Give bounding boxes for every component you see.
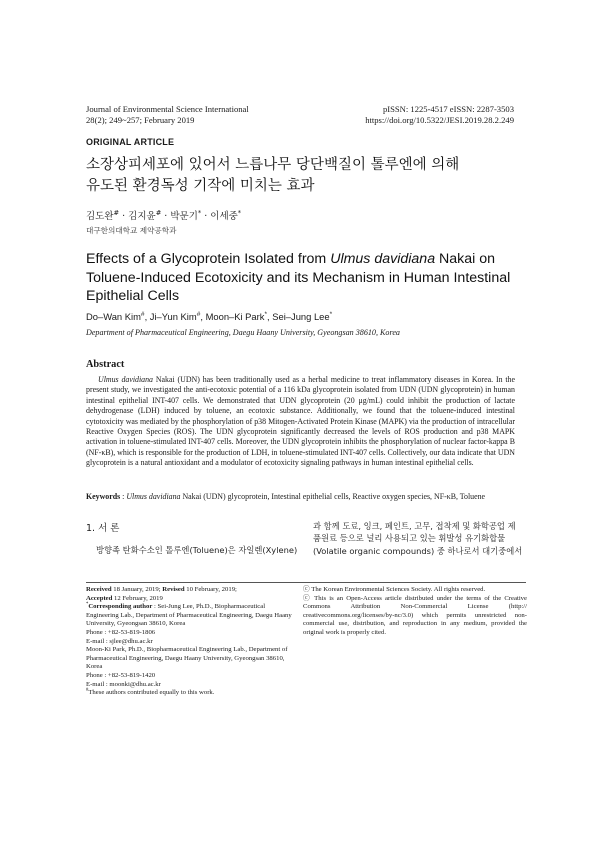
author: 김도완# · (86, 208, 129, 222)
license-text: ⓒ This is an Open-Access article distributed under the terms of the Creative Commons Attribution Non-Commercial License (http:// creativecommons.org/licenses/by-nc/3.0) which permits unrestricted non-commercial use, distribution, and reproduction in any medium, provided the original work is properly cited. (303, 594, 527, 636)
abstract-body: Ulmus davidiana Nakai (UDN) has been traditionally used as a herbal medicine to treat inflammatory diseases in Korea. In the present study, we investigated the anti-ecotoxic potential of a 116 kDa glycoprotein isolated from UDN (UDN glycoprotein) in human intestinal epithelial INT-407 cells. We demonstrated that UDN glycoprotein (20 μg/mL) could inhibit the production of lactate dehydrogenase (LDH) induced by toluene, an ecotoxic substance. Additionally, we found that the toluene-induced intestinal cytotoxicity was mediated by the phosphorylation of p38 Mitogen-Activated Protein Kinase (MAPK) via the production of intracellular Reactive Oxygen Species (ROS). The UDN glycoprotein significantly decreased the levels of ROS production and p38 MAPK activation in toluene-stimulated INT-407 cells. Moreover, the UDN glycoprotein inhibits the phosphorylation of nuclear factor-kappa B (NF-κB), which is responsible for the production of LDH, in toluene-stimulated INT-407 cells. Collectively, our data indicate that UDN glycoprotein is a natural antioxidant and a modulator of ecotoxicity signaling pathways in human intestinal epithelial cells. (86, 375, 515, 468)
article-type: ORIGINAL ARTICLE (86, 137, 175, 147)
journal-ids (365, 104, 514, 126)
korean-title-line-2: 유도된 환경독성 기작에 미치는 효과 (86, 178, 315, 194)
english-title: Effects of a Glycoprotein Isolated from Ulmus davidiana Nakai on Toluene-Induced Ecotoxicity and its Mechanism in Human Intestinal Epithelial Cells (86, 251, 511, 304)
author: Moon–Ki Park*, (205, 310, 273, 322)
species-name: Ulmus davidiana (98, 375, 154, 384)
author: Do–Wan Kim#, (86, 310, 150, 322)
author: Sei–Jung Lee* (272, 310, 333, 322)
journal-info (86, 104, 249, 126)
doi-link[interactable]: https://doi.org/10.5322/JESI.2019.28.2.249 (365, 115, 514, 125)
body-text-left: 방향족 탄화수소인 톨루엔(Toluene)은 자일렌(Xylene) (96, 545, 298, 555)
email-link[interactable]: E-mail : moonki@dhu.ac.kr (86, 680, 161, 688)
issn: pISSN: 1225-4517 eISSN: 2287-3503 (382, 104, 514, 114)
journal-volume: 28(2); 249~257; February 2019 (86, 115, 195, 125)
author: 박문기* · (170, 208, 211, 222)
keywords: Keywords : Ulmus davidiana Nakai (UDN) glycoprotein, Intestinal epithelial cells, Reactive oxygen species, NF-κB, Toluene (86, 492, 486, 501)
email-link[interactable]: E-mail : sjlee@dhu.ac.kr (86, 637, 153, 645)
corresponding-author: *Corresponding author : Sei-Jung Lee, Ph.D., Biopharmaceutical Engineering Lab., Department of Pharmaceutical Engineering, Daegu Haany University, Gyeongsan 38610, Korea (86, 601, 292, 628)
copyright-notice: ⓒ The Korean Environmental Sciences Society. All rights reserved. ⓒ This is an Open-Access article distributed under the terms of the Creative Commons Attribution Non-Commercial License (http:// creativecommons.org/licenses/by-nc/3.0) which permits unrestricted non-commercial use, distribution, and reproduction in any medium, provided the original work is properly cited. (303, 586, 527, 636)
footer-divider (86, 582, 526, 583)
species-name: Ulmus davidiana (330, 251, 436, 267)
korean-authors (86, 208, 241, 222)
author: 이세중* (210, 208, 242, 222)
article-history: Received 18 January, 2019; Revised 10 February, 2019; Accepted 12 February, 2019 *Corresponding author : Sei-Jung Lee, Ph.D., Biopharmaceutical Engineering Lab., Department of Pharmaceutical Engineering, Daegu Haany University, Gyeongsan 38610, Korea Phone : +82-53-819-1806 E-mail : sjlee@dhu.ac.kr Moon-Ki Park, Ph.D., Biopharmaceutical Engineering Lab., Department of Pharmaceutical Engineering, Daegu Haany University, Gyeongsan 38610, Korea Phone : +82-53-819-1420 E-mail : moonki@dhu.ac.kr #These authors contributed equally to this work. (86, 586, 298, 698)
author: Ji–Yun Kim#, (149, 310, 206, 322)
english-authors (86, 311, 332, 322)
author: 김지윤# · (128, 208, 171, 222)
journal-name: Journal of Environmental Science International (86, 104, 249, 114)
section-heading: 1. 서 론 (86, 523, 120, 534)
korean-affiliation: 대구한의대학교 제약공학과 (86, 226, 177, 235)
korean-title (86, 155, 526, 197)
abstract-heading: Abstract (86, 359, 125, 370)
body-text-right: 과 함께 도료, 잉크, 페인트, 고무, 접착제 및 화학공업 제 품원료 등으로 널리 사용되고 있는 휘발성 유기화합물 (Volatile organic compounds) 중 하나로서 대기중에서 (313, 521, 523, 556)
english-affiliation: Department of Pharmaceutical Engineering, Daegu Haany University, Gyeongsan 38610, Korea (86, 328, 400, 337)
korean-title-line-1: 소장상피세포에 있어서 느릅나무 당단백질이 톨루엔에 의해 (86, 157, 460, 173)
